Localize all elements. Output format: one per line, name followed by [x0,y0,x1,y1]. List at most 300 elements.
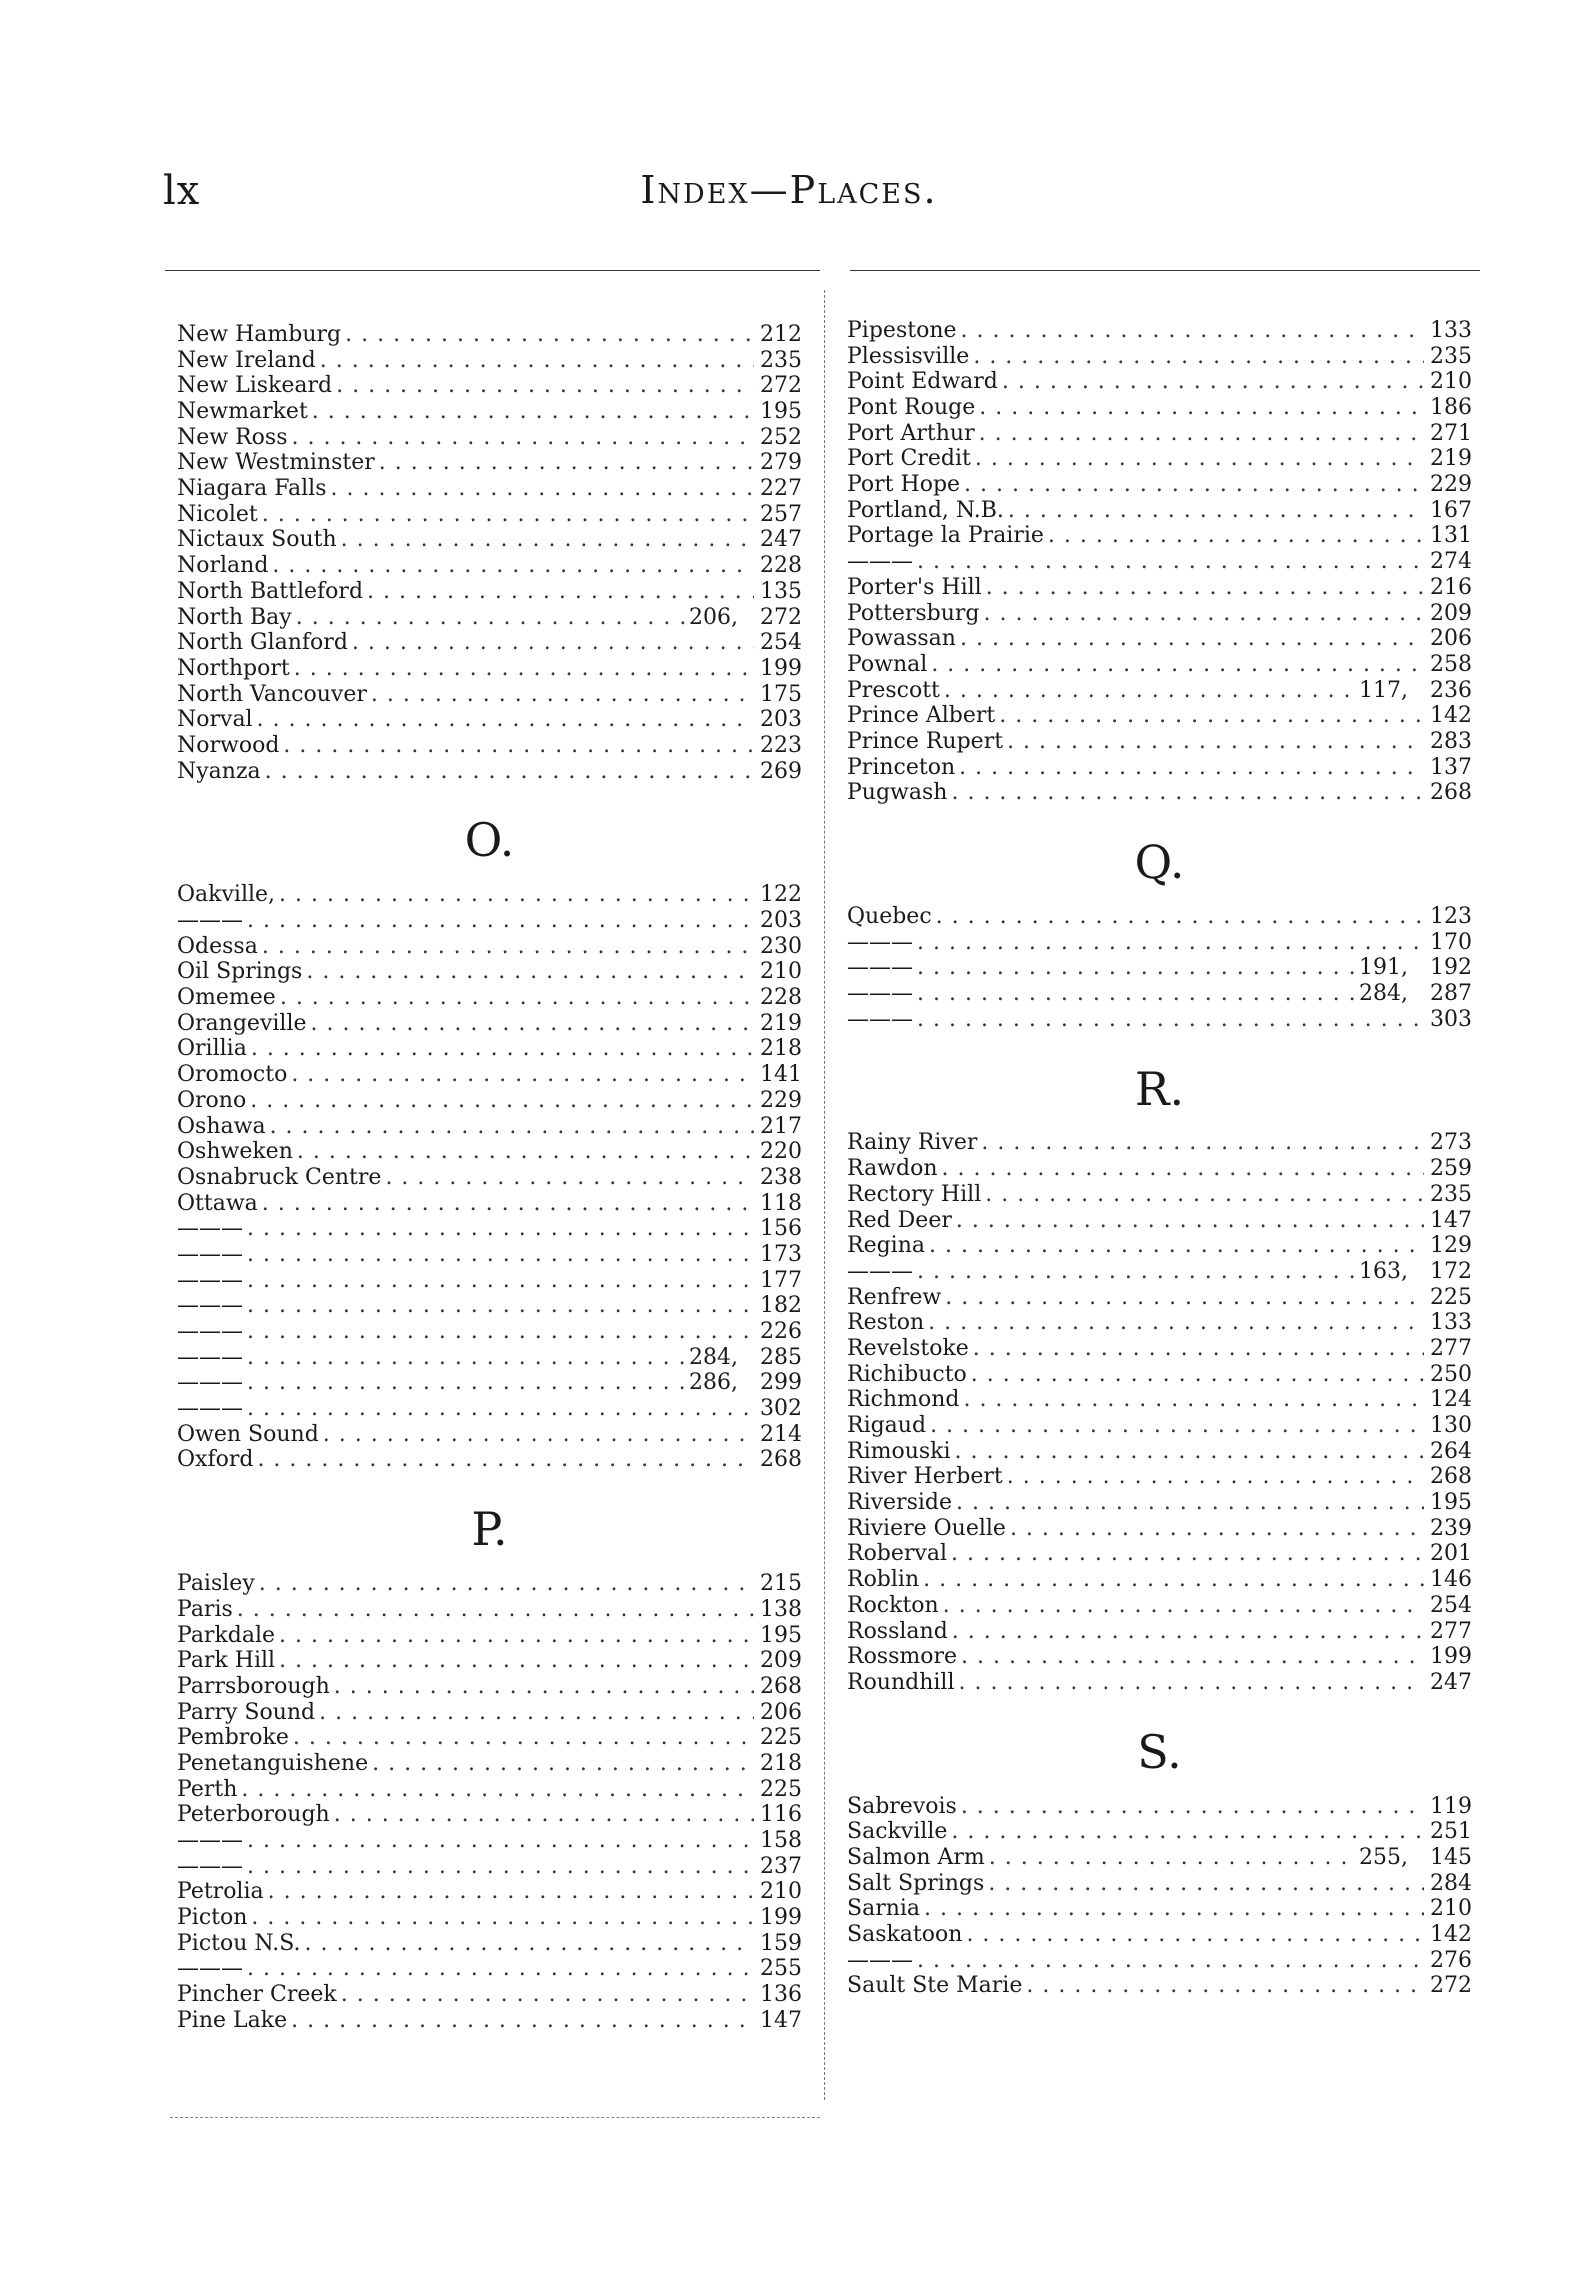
dot-leader [961,1794,1424,1820]
index-entry [177,1422,802,1448]
index-entry [847,1285,1472,1311]
page-ref: 130 [1430,1413,1472,1439]
index-entry [177,553,802,579]
page-ref: 283 [1430,728,1472,754]
footer-rule [170,2117,820,2118]
page-ref: 186 [1430,395,1472,421]
place-name: Pugwash [847,780,948,806]
additional-page: 191, [1359,955,1408,981]
place-name: Oakville, [177,882,276,908]
index-entry [177,630,802,656]
place-name: Porter's Hill [847,574,982,600]
place-name: Odessa [177,933,258,959]
dot-leader [367,579,754,605]
page-ref: 258 [1430,651,1472,677]
dot-leader [956,1490,1424,1516]
page-ref: 129 [1430,1233,1472,1259]
dot-leader [989,1845,1355,1871]
page-ref: 124 [1430,1387,1472,1413]
place-name: ——— [177,1319,243,1345]
index-entry [847,1208,1472,1234]
place-name: Newmarket [177,399,308,425]
dot-leader [960,626,1424,652]
page-ref: 235 [760,347,802,373]
page-ref: 269 [760,758,802,784]
page-ref: 210 [760,959,802,985]
place-name: Pincher Creek [177,1982,337,2008]
page-ref: 217 [760,1113,802,1139]
page-ref: 210 [760,1879,802,1905]
place-name: Riviere Ouelle [847,1515,1006,1541]
dot-leader [945,1285,1424,1311]
place-name: Princeton [847,754,956,780]
dot-leader [931,652,1424,678]
index-entry [177,1088,802,1114]
index-entry [847,1871,1472,1897]
index-entry [177,1725,802,1751]
column-divider [824,290,825,2100]
place-name: ——— [177,1853,243,1879]
dot-leader [247,1854,754,1880]
place-name: Portage la Prairie [847,523,1044,549]
index-entry [177,1777,802,1803]
dot-leader [917,1007,1424,1033]
place-name: Saskatoon [847,1922,963,1948]
place-name: ——— [847,1258,913,1284]
place-name: Sackville [847,1819,948,1845]
page-ref: 118 [760,1190,802,1216]
place-name: ——— [177,1956,243,1982]
index-entry [177,1370,802,1396]
place-name: Salmon Arm [847,1844,985,1870]
index-entry [177,934,802,960]
place-name: ——— [177,1241,243,1267]
place-name: Riverside [847,1490,952,1516]
dot-leader [936,904,1424,930]
page-ref: 192 [1430,955,1472,981]
place-name: Park Hill [177,1648,276,1674]
page-ref: 272 [760,604,802,630]
index-column-left [177,322,802,2034]
dot-leader [259,1571,754,1597]
place-name: Prince Rupert [847,728,1004,754]
index-entry [847,1362,1472,1388]
place-name: Roblin [847,1567,920,1593]
dot-leader [981,1130,1424,1156]
index-entry [177,1802,802,1828]
index-entry [177,1597,802,1623]
page-ref: 255 [760,1956,802,1982]
page-number: lx [163,168,201,214]
dot-leader [963,1387,1424,1413]
dot-leader [268,1879,754,1905]
page-ref: 135 [760,578,802,604]
place-name: Pottersburg [847,600,980,626]
page-ref: 167 [1430,497,1472,523]
dot-leader [250,1088,754,1114]
page-ref: 212 [760,321,802,347]
index-entry [177,1623,802,1649]
place-name: Parrsborough [177,1673,330,1699]
page-ref: 141 [760,1062,802,1088]
index-entry [847,1131,1472,1157]
dot-leader [1002,369,1424,395]
dot-leader [928,1310,1424,1336]
page-ref: 268 [1430,1464,1472,1490]
index-entry [177,759,802,785]
page-ref: 182 [760,1293,802,1319]
page-ref: 227 [760,476,802,502]
page-ref: 206 [1430,626,1472,652]
page-ref: 133 [1430,317,1472,343]
dot-leader [352,630,754,656]
index-entry [847,678,1472,704]
dot-leader [247,1370,685,1396]
index-entry [177,682,802,708]
dot-leader [291,2008,754,2034]
place-name: Ottawa [177,1190,258,1216]
place-name: ——— [847,929,913,955]
place-name: Port Credit [847,446,971,472]
page-ref: 239 [1430,1515,1472,1541]
place-name: Port Arthur [847,420,975,446]
header-rule-left [165,270,820,271]
index-entry [177,985,802,1011]
dot-leader [247,1396,754,1422]
place-name: ——— [177,1396,243,1422]
page-ref: 279 [760,450,802,476]
page-ref: 195 [1430,1490,1472,1516]
section-letter-o: O. [464,813,515,868]
dot-leader [944,678,1355,704]
place-name: ——— [177,1828,243,1854]
section-letter-r: R. [1134,1061,1185,1116]
dot-leader [917,930,1424,956]
index-entry [177,1674,802,1700]
place-name: Sabrevois [847,1793,957,1819]
dot-leader [951,1819,1424,1845]
dot-leader [973,1336,1424,1362]
dot-leader [319,1700,754,1726]
dot-leader [262,934,754,960]
place-name: Plessisville [847,343,970,369]
dot-leader [247,1319,754,1345]
index-entry [847,1516,1472,1542]
index-entry [847,395,1472,421]
page-ref: 175 [760,681,802,707]
index-entry [847,1593,1472,1619]
index-entry [177,1165,802,1191]
dot-leader [320,348,754,374]
page-ref: 147 [760,2007,802,2033]
page-ref: 225 [1430,1284,1472,1310]
index-entry [847,1922,1472,1948]
place-name: Orillia [177,1036,247,1062]
page-ref: 138 [760,1596,802,1622]
index-entry [177,2008,802,2034]
index-entry [177,882,802,908]
place-name: Prescott [847,677,940,703]
page-ref: 203 [760,908,802,934]
page-ref: 203 [760,707,802,733]
dot-leader [257,707,754,733]
dot-leader [257,1447,754,1473]
dot-leader [251,1036,754,1062]
place-name: Renfrew [847,1284,942,1310]
place-name: ——— [847,549,913,575]
index-entry [847,1259,1472,1285]
place-name: Oshawa [177,1113,266,1139]
page-ref: 147 [1430,1207,1472,1233]
dot-leader [952,1619,1424,1645]
index-entry [177,1011,802,1037]
dot-leader [265,759,754,785]
index-entry [177,1828,802,1854]
index-entry [847,1670,1472,1696]
dot-leader [296,605,685,631]
dot-leader [293,1725,754,1751]
index-entry [847,549,1472,575]
index-entry [847,780,1472,806]
index-entry [847,421,1472,447]
place-name: Rockton [847,1592,939,1618]
dot-leader [985,1182,1424,1208]
index-entry [847,1948,1472,1974]
dot-leader [279,1648,754,1674]
page-ref: 237 [760,1853,802,1879]
index-entry [177,1216,802,1242]
page-ref: 228 [760,985,802,1011]
index-entry [847,344,1472,370]
dot-leader [251,1905,754,1931]
page-ref: 268 [1430,780,1472,806]
page-ref: 142 [1430,703,1472,729]
place-name: New Ross [177,424,288,450]
place-name: ——— [847,955,913,981]
page-ref: 252 [760,424,802,450]
dot-leader [1026,1973,1424,1999]
index-entry [847,1896,1472,1922]
index-entry [847,981,1472,1007]
dot-leader [345,322,754,348]
dot-leader [262,502,754,528]
dot-leader [247,1216,754,1242]
page-ref: 223 [760,732,802,758]
dot-leader [330,476,754,502]
dot-leader [961,318,1424,344]
page-ref: 220 [760,1139,802,1165]
page-ref: 122 [760,882,802,908]
index-entry [847,1182,1472,1208]
place-name: Rainy River [847,1130,978,1156]
index-entry [177,1191,802,1217]
index-entry [847,498,1472,524]
index-entry [847,1542,1472,1568]
place-name: Salt Springs [847,1870,985,1896]
page-title: Index—Places. [640,168,938,212]
place-name: Revelstoke [847,1335,969,1361]
place-name: Nicolet [177,501,258,527]
place-name: Northport [177,655,290,681]
page-ref: 236 [1430,677,1472,703]
dot-leader [272,553,754,579]
page-ref: 218 [760,1036,802,1062]
place-name: Pine Lake [177,2007,288,2033]
dot-leader [297,1139,754,1165]
dot-leader [311,1011,755,1037]
index-entry [847,904,1472,930]
page-ref: 119 [1430,1793,1472,1819]
page-ref: 272 [760,373,802,399]
place-name: Peterborough [177,1802,330,1828]
dot-leader [323,1422,754,1448]
page-ref: 219 [760,1010,802,1036]
index-entry [177,579,802,605]
page-ref: 247 [760,527,802,553]
index-entry [847,1387,1472,1413]
additional-page: 255, [1359,1844,1408,1870]
page-ref: 299 [760,1370,802,1396]
page-ref: 229 [760,1087,802,1113]
index-entry [177,528,802,554]
index-entry [847,524,1472,550]
index-entry [847,472,1472,498]
header-rule-right [850,270,1480,271]
page-ref: 228 [760,553,802,579]
index-entry [177,502,802,528]
dot-leader [951,1541,1424,1567]
page-ref: 215 [760,1571,802,1597]
index-entry [847,318,1472,344]
index-entry [847,446,1472,472]
place-name: Niagara Falls [177,476,327,502]
dot-leader [305,1931,754,1957]
place-name: ——— [177,1267,243,1293]
place-name: Richmond [847,1387,960,1413]
index-entry [177,1648,802,1674]
page-ref: 302 [760,1396,802,1422]
index-entry [177,1037,802,1063]
place-name: Picton [177,1905,248,1931]
dot-leader [279,882,754,908]
page-ref: 226 [760,1319,802,1345]
dot-leader [306,959,754,985]
page-ref: 264 [1430,1438,1472,1464]
page-ref: 210 [1430,369,1472,395]
place-name: Parry Sound [177,1699,316,1725]
index-entry [847,1233,1472,1259]
dot-leader [917,1259,1355,1285]
place-name: ——— [177,1370,243,1396]
dot-leader [247,1293,754,1319]
place-name: Rossmore [847,1644,958,1670]
place-name: Port Hope [847,472,961,498]
dot-leader [942,1156,1424,1182]
page-ref: 254 [1430,1592,1472,1618]
page-ref: 116 [760,1802,802,1828]
index-entry [847,755,1472,781]
page-ref: 172 [1430,1258,1472,1284]
page-ref: 238 [760,1164,802,1190]
index-entry [177,1957,802,1983]
page-ref: 156 [760,1216,802,1242]
place-name: ——— [847,1947,913,1973]
page-ref: 268 [760,1447,802,1473]
dot-leader [917,981,1355,1007]
place-name: Red Deer [847,1207,952,1233]
page-ref: 273 [1430,1130,1472,1156]
dot-leader [971,1362,1424,1388]
page-ref: 146 [1430,1567,1472,1593]
page-ref: 170 [1430,929,1472,955]
place-name: Rawdon [847,1156,938,1182]
dot-leader [247,1268,754,1294]
place-name: Oxford [177,1447,254,1473]
place-name: North Glanford [177,630,348,656]
index-entry [847,1439,1472,1465]
dot-leader [312,399,754,425]
page-ref: 133 [1430,1310,1472,1336]
place-name: Oil Springs [177,959,303,985]
page-ref: 235 [1430,343,1472,369]
index-entry [177,1879,802,1905]
index-entry [177,322,802,348]
section-letter-s: S. [1137,1724,1182,1779]
index-entry [847,729,1472,755]
index-entry [177,373,802,399]
page-ref: 209 [1430,600,1472,626]
page-ref: 131 [1430,523,1472,549]
page-ref: 199 [760,1905,802,1931]
section-letter-q: Q. [1134,835,1185,890]
dot-leader [1008,498,1424,524]
dot-leader [237,1597,754,1623]
place-name: Sault Ste Marie [847,1973,1023,1999]
dot-leader [334,1802,754,1828]
page-ref: 209 [760,1648,802,1674]
index-entry [847,369,1472,395]
dot-leader [283,733,754,759]
dot-leader [379,450,754,476]
index-entry [177,1139,802,1165]
place-name: Norwood [177,732,280,758]
index-entry [177,1448,802,1474]
page-ref: 123 [1430,904,1472,930]
place-name: Rimouski [847,1438,951,1464]
place-name: New Liskeard [177,373,333,399]
page-ref: 259 [1430,1156,1472,1182]
index-entry [847,703,1472,729]
dot-leader [979,395,1424,421]
index-entry [177,348,802,374]
page-ref: 142 [1430,1922,1472,1948]
place-name: ——— [847,981,913,1007]
place-name: Norval [177,707,253,733]
additional-page: 117, [1359,677,1408,703]
place-name: Pont Rouge [847,395,976,421]
place-name: ——— [847,1006,913,1032]
place-name: Sarnia [847,1896,921,1922]
index-entry [847,1336,1472,1362]
dot-leader [986,575,1424,601]
dot-leader [341,527,754,553]
index-entry [847,1464,1472,1490]
index-entry [847,1156,1472,1182]
page-ref: 303 [1430,1006,1472,1032]
place-name: ——— [177,1293,243,1319]
place-name: ——— [177,1344,243,1370]
page-ref: 216 [1430,574,1472,600]
